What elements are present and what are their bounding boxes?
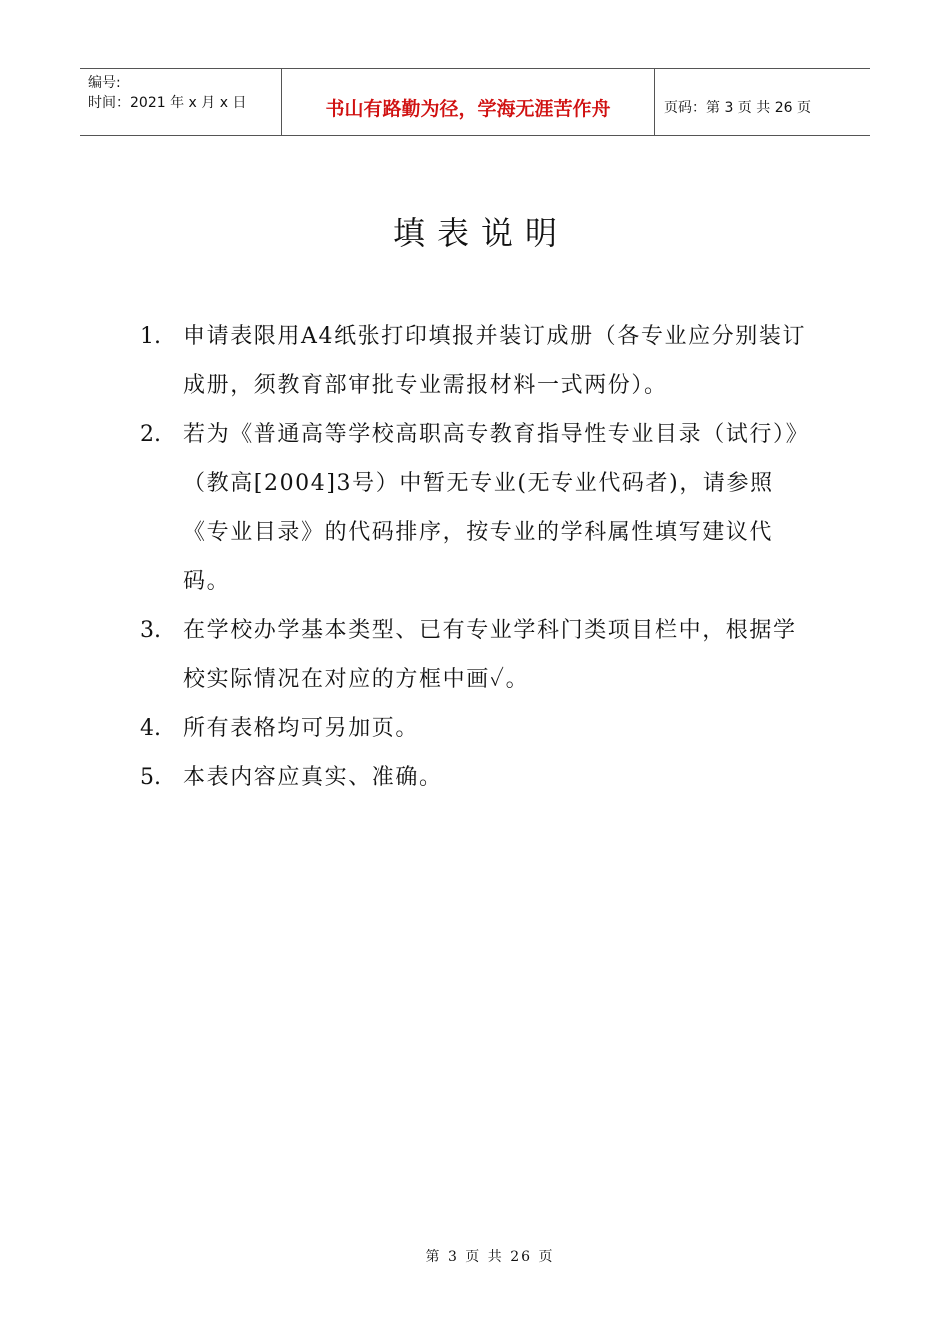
list-item [140, 410, 820, 606]
header-meta [80, 69, 281, 135]
item-number: 1. [140, 324, 161, 349]
item-number: 4. [140, 716, 161, 741]
item-text: 若为《普通高等学校高职高专教育指导性专业目录（试行）》（教高[2004]3号）中暂无专业(无专业代码者)，请参照《专业目录》的代码排序，按专业的学科属性填写建议代码。 [183, 422, 810, 594]
item-number: 2. [140, 422, 161, 447]
list-item [140, 606, 820, 704]
item-text: 在学校办学基本类型、已有专业学科门类项目栏中，根据学校实际情况在对应的方框中画✓。 [183, 618, 797, 692]
page-footer: 第 3 页 共 26 页 [425, 1249, 555, 1265]
page-info-text: 页码：第 3 页 共 26 页 [664, 100, 811, 116]
item-text: 申请表限用A4纸张打印填报并装订成册（各专业应分别装订成册，须教育部审批专业需报材料一式两份）。 [183, 324, 807, 398]
item-text: 所有表格均可另加页。 [183, 716, 420, 741]
number-label: 编号: [88, 75, 121, 91]
list-item [140, 704, 820, 753]
page-header [80, 68, 870, 136]
header-motto [281, 69, 655, 135]
page-title: 填表说明 [392, 214, 569, 252]
item-text: 本表内容应真实、准确。 [183, 765, 443, 790]
time-label: 时间：2021 年 x 月 x 日 [88, 95, 247, 111]
list-item [140, 753, 820, 802]
item-number: 5. [140, 765, 161, 790]
list-item [140, 312, 820, 410]
motto-text: 书山有路勤为径，学海无涯苦作舟 [325, 97, 611, 120]
header-page-info [655, 69, 870, 135]
instruction-list [140, 312, 820, 802]
item-number: 3. [140, 618, 161, 643]
